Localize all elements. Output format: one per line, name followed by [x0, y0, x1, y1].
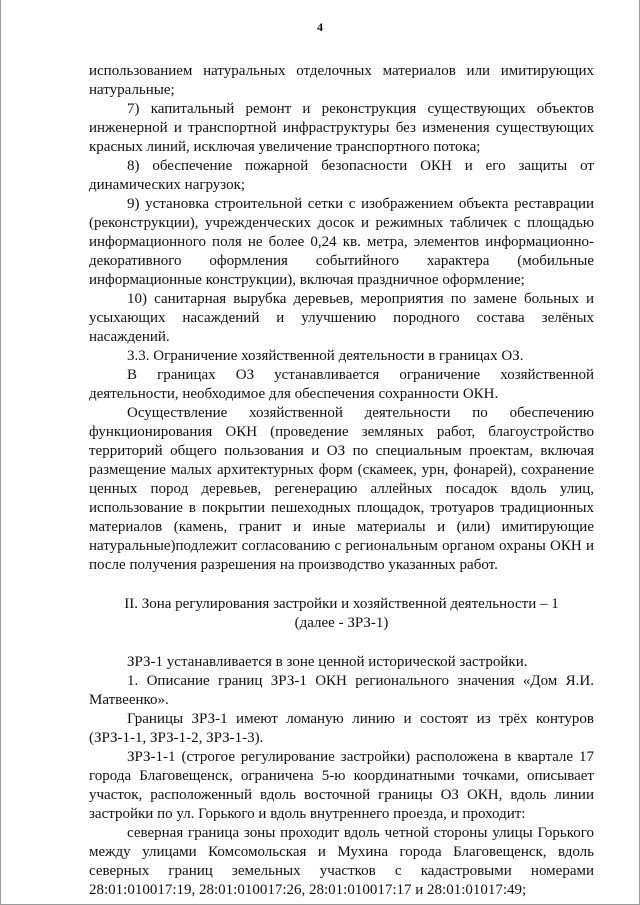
- section-heading: II. Зона регулирования застройки и хозяйственной деятельности – 1 (далее - ЗРЗ-1): [124, 596, 559, 631]
- page-number: 4: [317, 20, 323, 34]
- paragraph: 7) капитальный ремонт и реконструкция существующих объектов инженерной и транспортной инфраструктуры без изменения существующих красных линий, исключая увеличение транспортного потока;: [89, 101, 594, 155]
- paragraph: Осуществление хозяйственной деятельности по обеспечению функционирования ОКН (проведение земляных работ, благоустройство территорий общего пользования и ОЗ по специальным проектам, включая размещение малых архитектурных форм (скамеек, урн, фонарей), сохранение ценных пород деревьев, регенерацию аллейных посадок вдоль улиц, использование в покрытии пешеходных площадок, тротуаров традиционных материалов (камень, гранит и иные материалы и (или) имитирующие натуральные)подлежит согласованию с региональным органом охраны ОКН и после получения разрешения на производство указанных работ.: [89, 405, 594, 573]
- paragraph: 1. Описание границ ЗРЗ-1 ОКН регионального значения «Дом Я.И. Матвеенко».: [89, 673, 594, 708]
- paragraph: ЗРЗ-1 устанавливается в зоне ценной исторической застройки.: [127, 654, 528, 670]
- paragraph: северная граница зоны проходит вдоль четной стороны улицы Горького между улицами Комсомольская и Мухина города Благовещенск, вдоль северных границ земельных участков с кадастровыми номерами 28:01:010017:19, 28:01:010017:26, 28:01:010017:17 и 28:01:01017:49;: [89, 825, 594, 898]
- paragraph: 3.3. Ограничение хозяйственной деятельности в границах ОЗ.: [127, 348, 524, 364]
- paragraph: использованием натуральных отделочных материалов или имитирующих натуральные;: [89, 63, 594, 98]
- paragraph: 10) санитарная вырубка деревьев, мероприятия по замене больных и усыхающих насаждений и улучшению породного состава зелёных насаждений.: [89, 291, 594, 345]
- paragraph: ЗРЗ-1-1 (строгое регулирование застройки) расположена в квартале 17 города Благовещенск, ограничена 5-ю координатными точками, описывает участок, расположенный вдоль восточной границы ОЗ ОКН, вдоль линии застройки по ул. Горького и вдоль внутреннего проезда, и проходит:: [89, 749, 594, 822]
- paragraph: 9) установка строительной сетки с изображением объекта реставрации (реконструкции), учрежденческих досок и режимных табличек с площадью информационного поля не более 0,24 кв. метра, элементов информационно-декоративного оформления событийного характера (мобильные информационные конструкции), включая праздничное оформление;: [89, 196, 594, 288]
- paragraph: 8) обеспечение пожарной безопасности ОКН и его защиты от динамических нагрузок;: [89, 158, 594, 193]
- paragraph: В границах ОЗ устанавливается ограничение хозяйственной деятельности, необходимое для обеспечения сохранности ОКН.: [89, 367, 594, 402]
- paragraph: Границы ЗРЗ-1 имеют ломаную линию и состоят из трёх контуров (ЗРЗ-1-1, ЗРЗ-1-2, ЗРЗ-1-3).: [89, 711, 594, 746]
- document-body: [89, 62, 594, 900]
